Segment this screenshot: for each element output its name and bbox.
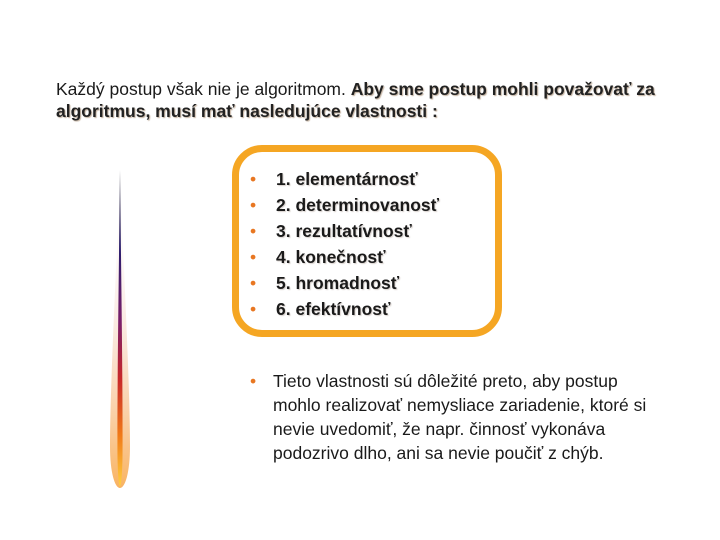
list-item (250, 244, 439, 270)
list-item (250, 192, 439, 218)
list-item (250, 296, 439, 322)
property-label: 1. elementárnosť (276, 169, 418, 189)
intro-emphasis-text: Aby sme postup mohli považovať za algoritmus, musí mať nasledujúce vlastnosti : (56, 79, 655, 121)
note-paragraph (250, 369, 670, 465)
bullet-icon: • (250, 273, 257, 293)
list-item (250, 166, 439, 192)
bullet-icon: • (250, 221, 257, 241)
note-text: Tieto vlastnosti sú dôležité preto, aby postup mohlo realizovať nemysliace zariadenie, ktoré si nevie uvedomiť, že napr. činnosť vykonáva podozrivo dlho, ani sa nevie poučiť z chýb. (273, 371, 647, 463)
property-label: 2. determinovanosť (276, 195, 440, 215)
property-label: 5. hromadnosť (276, 273, 400, 293)
intro-paragraph (56, 78, 656, 122)
bullet-icon: • (250, 299, 257, 319)
properties-list (250, 166, 439, 322)
intro-plain-text: Každý postup však nie je algoritmom. (56, 79, 351, 99)
bullet-icon: • (250, 195, 257, 215)
list-item (250, 270, 439, 296)
property-label: 4. konečnosť (276, 247, 386, 267)
property-label: 6. efektívnosť (276, 299, 391, 319)
property-label: 3. rezultatívnosť (276, 221, 412, 241)
bullet-icon: • (250, 169, 257, 189)
bullet-icon: • (250, 247, 257, 267)
flame-decoration (108, 168, 132, 490)
list-item (250, 218, 439, 244)
bullet-icon: • (250, 371, 257, 391)
